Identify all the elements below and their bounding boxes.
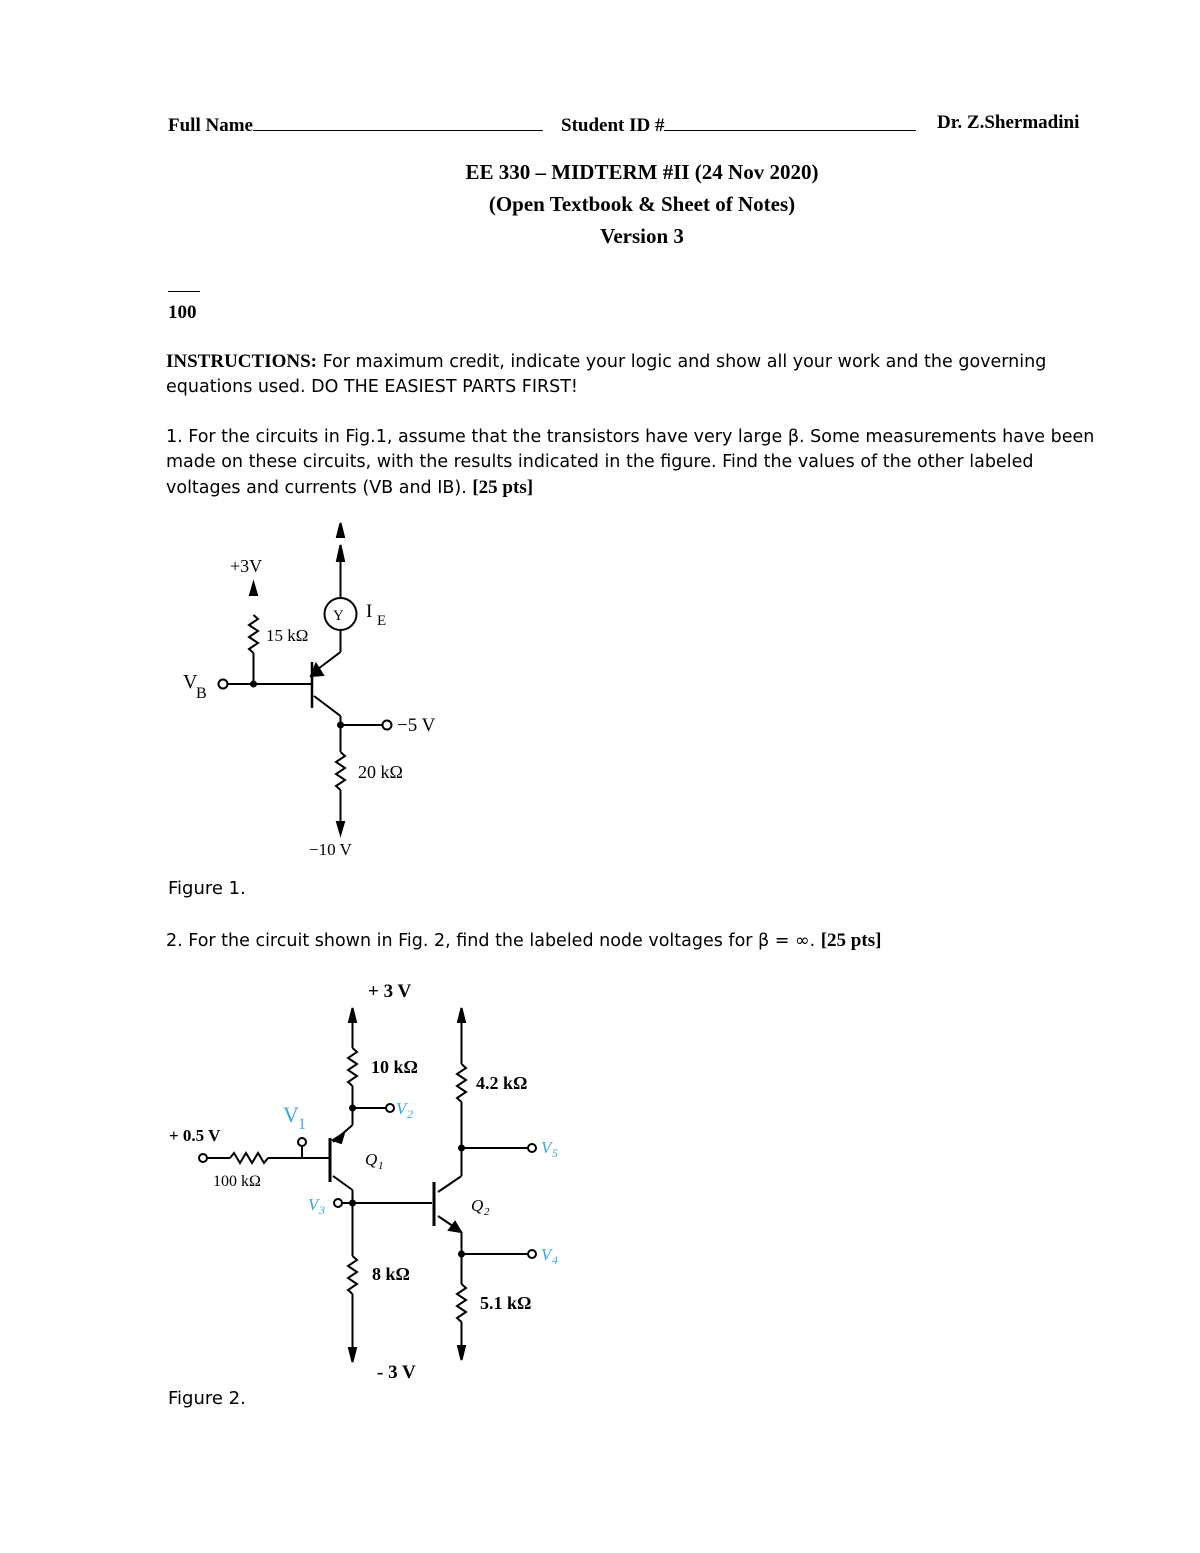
fig2-v1-terminal: [298, 1138, 306, 1146]
full-name-blank[interactable]: [253, 112, 543, 131]
fig2-supply-bottom: - 3 V: [377, 1362, 416, 1383]
fig2-label-4-2k: 4.2 kΩ: [476, 1073, 528, 1093]
instructor-name: Dr. Z.Shermadini: [937, 112, 1080, 133]
fig2-q1-collector-lead: [333, 1176, 353, 1190]
fig1-meter-symbol: Y: [333, 608, 344, 624]
fig1-supply-bottom: −10 V: [309, 840, 352, 859]
figure-2-circuit: [165, 975, 585, 1385]
fig2-v5-sub: 5: [552, 1146, 558, 1160]
fig2-junction-v4: [458, 1251, 465, 1258]
fig2-q2-label: Q: [471, 1196, 484, 1215]
fig2-supply-top: + 3 V: [368, 981, 412, 1002]
fig1-current-sub: E: [377, 613, 387, 629]
fig2-resistor-10k: [348, 1048, 357, 1086]
full-name-field: [168, 112, 543, 137]
fig2-junction-v3: [349, 1200, 356, 1207]
score-total: 100: [168, 302, 197, 323]
question-2-points: [25 pts]: [820, 930, 882, 951]
full-name-label: Full Name: [168, 115, 253, 136]
fig2-v1-label: V: [283, 1102, 299, 1127]
question-2-text: 2. For the circuit shown in Fig. 2, find the labeled node voltages for β = ∞.: [166, 931, 816, 951]
fig1-node-terminal: [383, 721, 392, 730]
fig1-node-value: −5 V: [397, 715, 436, 736]
fig2-v3-label: V: [308, 1195, 319, 1214]
fig2-resistor-4-2k: [457, 1064, 466, 1102]
exam-header: [168, 112, 1100, 140]
fig1-label-20k: 20 kΩ: [358, 762, 403, 782]
fig2-v2-label: V: [396, 1099, 407, 1118]
fig2-q2-collector-lead: [438, 1176, 462, 1192]
figure-2-caption: Figure 2.: [168, 1388, 246, 1409]
fig2-junction-v5: [458, 1145, 465, 1152]
fig2-v2-sub: 2: [407, 1107, 413, 1121]
fig2-label-8k: 8 kΩ: [372, 1264, 410, 1284]
score-blank[interactable]: [168, 291, 200, 292]
fig2-input-voltage: + 0.5 V: [169, 1126, 221, 1145]
exam-version: Version 3: [600, 224, 684, 248]
instructions-label: INSTRUCTIONS:: [166, 351, 317, 372]
fig2-v4-terminal: [528, 1250, 536, 1258]
fig1-junction-emitter: [337, 722, 344, 729]
fig2-v3-sub: 3: [319, 1203, 325, 1217]
instructions-text: For maximum credit, indicate your logic and show all your work and the governing equations used. DO THE EASIEST PARTS FIRST!: [166, 352, 1047, 397]
fig1-label-15k: 15 kΩ: [266, 626, 309, 645]
fig2-arrow-bottom-left: [349, 1348, 356, 1362]
fig2-q1-emitter-arrow: [333, 1133, 344, 1143]
figure-1-circuit: [160, 515, 480, 860]
fig1-resistor-20k: [336, 752, 345, 790]
fig2-arrow-top-right: [458, 1008, 465, 1022]
fig2-q1-label: Q: [365, 1150, 378, 1169]
fig2-input-terminal: [199, 1154, 207, 1162]
fig2-arrow-bottom-right: [458, 1346, 465, 1360]
fig2-q2-emitter-arrow: [449, 1222, 461, 1232]
fig2-label-5-1k: 5.1 kΩ: [480, 1293, 532, 1313]
question-1: [166, 425, 1106, 501]
fig2-v3-terminal: [334, 1199, 342, 1207]
fig1-arrow-top: [337, 523, 344, 537]
fig2-junction-v2: [349, 1105, 356, 1112]
fig2-label-100k: 100 kΩ: [213, 1173, 261, 1190]
fig2-v5-terminal: [528, 1144, 536, 1152]
fig2-v4-sub: 4: [552, 1253, 558, 1267]
fig2-resistor-8k: [348, 1256, 357, 1294]
fig2-resistor-5-1k: [457, 1284, 466, 1322]
figure-1-caption: Figure 1.: [168, 878, 246, 899]
question-1-text: 1. For the circuits in Fig.1, assume that the transistors have very large β. Some measurements have been made on these circuits, with the results indicated in the figure. Find the values of the other labeled voltages and currents (VB and IB).: [166, 427, 1095, 498]
fig2-v2-terminal: [386, 1104, 394, 1112]
fig2-v1-sub: 1: [298, 1116, 306, 1133]
fig1-collector-lead: [314, 696, 341, 716]
instructions: [166, 349, 1106, 400]
fig1-vb-terminal: [219, 680, 228, 689]
fig1-vb-label: V: [183, 671, 198, 693]
fig2-arrow-top-left: [349, 1008, 356, 1022]
student-id-field: [561, 112, 916, 137]
fig1-arrow-plus3: [250, 583, 257, 595]
fig1-current-label: I: [366, 601, 373, 622]
fig2-q2-sub: 2: [484, 1206, 490, 1218]
fig2-resistor-100k: [230, 1153, 268, 1163]
fig2-label-10k: 10 kΩ: [371, 1057, 418, 1077]
fig2-v5-label: V: [541, 1138, 552, 1157]
question-2: [166, 928, 1106, 954]
fig1-supply-top: +3V: [230, 556, 263, 576]
exam-subtitle: (Open Textbook & Sheet of Notes): [488, 192, 796, 216]
fig1-junction-base: [250, 681, 257, 688]
fig2-v4-label: V: [541, 1245, 552, 1264]
question-1-points: [25 pts]: [472, 477, 534, 498]
fig1-resistor-15k: [249, 615, 258, 653]
student-id-label: Student ID #: [561, 115, 665, 136]
fig1-vb-sub: B: [196, 685, 207, 702]
student-id-blank[interactable]: [664, 112, 916, 131]
fig2-q1-sub: 1: [378, 1160, 384, 1172]
exam-title: EE 330 – MIDTERM #II (24 Nov 2020): [465, 160, 819, 184]
fig1-arrow-bottom: [337, 822, 344, 834]
